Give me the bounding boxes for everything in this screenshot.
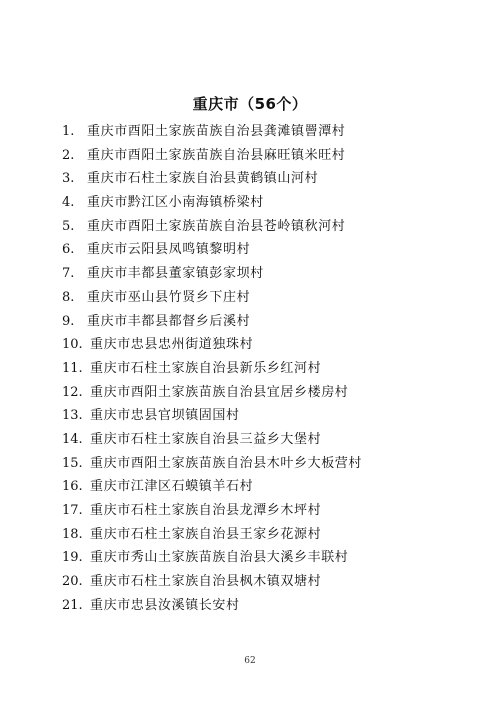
- list-item: [62, 286, 482, 310]
- item-number: 7.: [62, 266, 75, 282]
- item-number: 17.: [62, 503, 83, 518]
- item-number: 21.: [62, 597, 83, 613]
- item-text: 重庆市秀山土家族苗族自治县大溪乡丰联村: [90, 550, 349, 566]
- list-item: [62, 594, 482, 618]
- item-number: 12.: [62, 384, 83, 400]
- list-item: [62, 546, 482, 570]
- list-item: [62, 167, 482, 191]
- item-number: 5.: [62, 218, 75, 234]
- item-text: 重庆市酉阳土家族苗族自治县宜居乡楼房村: [90, 384, 349, 400]
- list-item: [62, 120, 482, 144]
- item-number: 19.: [62, 550, 83, 566]
- item-number: 14.: [62, 431, 83, 447]
- item-text: 重庆市酉阳土家族苗族自治县龚滩镇罾潭村: [87, 124, 346, 139]
- item-number: 2.: [62, 147, 75, 163]
- list-item: [62, 215, 482, 239]
- item-number: 20.: [62, 574, 83, 590]
- item-text: 重庆市石柱土家族自治县王家乡花源村: [90, 526, 322, 542]
- list-item: [62, 191, 482, 215]
- section-title: 重庆市（56个）: [192, 95, 308, 113]
- item-text: 重庆市酉阳土家族苗族自治县木叶乡大板营村: [90, 455, 363, 471]
- list-item: [62, 357, 482, 381]
- item-text: 重庆市江津区石蟆镇羊石村: [90, 479, 254, 495]
- item-number: 1.: [62, 124, 75, 139]
- item-number: 16.: [62, 479, 83, 495]
- item-text: 重庆市酉阳土家族苗族自治县苍岭镇秋河村: [87, 218, 346, 234]
- item-text: 重庆市石柱土家族自治县三益乡大堡村: [90, 431, 322, 447]
- item-number: 6.: [62, 242, 75, 258]
- item-text: 重庆市忠县官坝镇固国村: [90, 408, 240, 424]
- item-number: 18.: [62, 526, 83, 542]
- item-text: 重庆市忠县忠州街道独珠村: [90, 337, 254, 353]
- list-item: [62, 144, 482, 168]
- item-text: 重庆市忠县汝溪镇长安村: [90, 597, 240, 613]
- list-item: [62, 499, 482, 523]
- page-number: 62: [244, 656, 256, 666]
- list-item: [62, 333, 482, 357]
- item-number: 3.: [62, 171, 75, 187]
- village-list: [62, 120, 482, 617]
- list-item: [62, 452, 482, 476]
- item-number: 13.: [62, 408, 83, 424]
- list-item: [62, 381, 482, 405]
- item-number: 11.: [62, 360, 83, 376]
- item-text: 重庆市巫山县竹贤乡下庄村: [87, 289, 251, 305]
- list-item: [62, 262, 482, 286]
- list-item: [62, 570, 482, 594]
- item-text: 重庆市酉阳土家族苗族自治县麻旺镇米旺村: [87, 147, 346, 163]
- list-item: [62, 523, 482, 547]
- item-text: 重庆市石柱土家族自治县龙潭乡木坪村: [90, 503, 322, 518]
- list-item: [62, 310, 482, 334]
- item-number: 15.: [62, 455, 83, 471]
- list-item: [62, 238, 482, 262]
- item-text: 重庆市石柱土家族自治县新乐乡红河村: [90, 360, 322, 376]
- item-text: 重庆市丰都县董家镇彭家坝村: [87, 266, 264, 282]
- list-item: [62, 428, 482, 452]
- item-text: 重庆市石柱土家族自治县黄鹤镇山河村: [87, 171, 319, 187]
- list-item: [62, 404, 482, 428]
- item-number: 10.: [62, 337, 83, 353]
- item-number: 9.: [62, 313, 75, 329]
- item-text: 重庆市云阳县凤鸣镇黎明村: [87, 242, 251, 258]
- item-text: 重庆市石柱土家族自治县枫木镇双塘村: [90, 574, 322, 590]
- item-number: 4.: [62, 195, 75, 211]
- item-text: 重庆市黔江区小南海镇桥梁村: [87, 195, 264, 211]
- item-number: 8.: [62, 289, 75, 305]
- list-item: [62, 475, 482, 499]
- item-text: 重庆市丰都县都督乡后溪村: [87, 313, 251, 329]
